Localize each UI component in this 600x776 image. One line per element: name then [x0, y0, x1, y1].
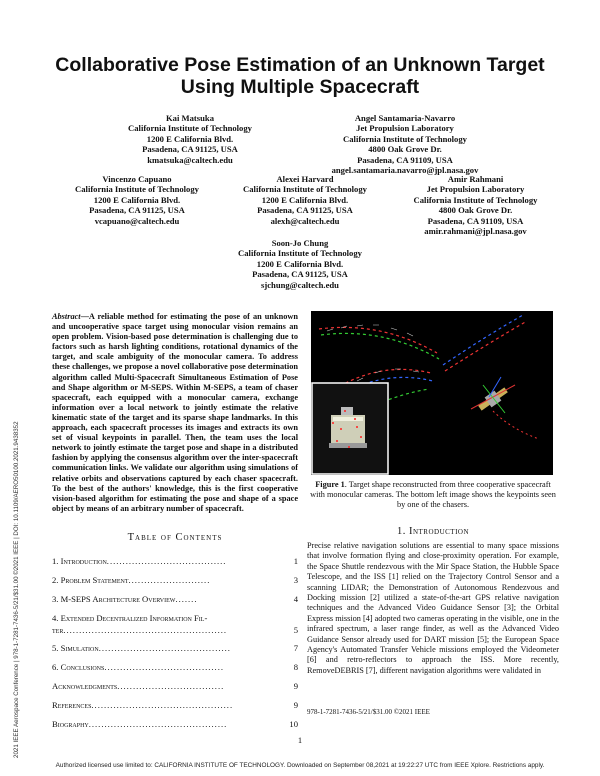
- author-name: Alexei Harvard: [276, 174, 334, 184]
- author-address: Pasadena, CA 91125, USA: [89, 205, 185, 216]
- section-heading-text: 1. Introduction: [396, 526, 470, 537]
- toc-title: [52, 532, 298, 543]
- author-address: Pasadena, CA 91125, USA: [257, 205, 353, 216]
- toc-entry[interactable]: [52, 590, 298, 609]
- toc-entry-label: References.............................................: [52, 700, 234, 710]
- toc-entry-page: 5: [293, 625, 298, 635]
- toc-entry-label: 6. Conclusions......................................: [52, 662, 224, 672]
- author-address: Pasadena, CA 91125, USA: [142, 144, 238, 155]
- table-of-contents: [52, 552, 298, 734]
- author-address: 1200 E California Blvd.: [93, 194, 181, 205]
- author-address: Pasadena, CA 91109, USA: [357, 154, 453, 165]
- toc-entry-page: 7: [293, 643, 298, 653]
- author-name: Soon-Jo Chung: [271, 238, 329, 248]
- toc-entry[interactable]: [52, 677, 298, 696]
- side-doi-strip: [2, 320, 20, 760]
- toc-entry[interactable]: [52, 552, 298, 571]
- toc-entry[interactable]: [52, 696, 298, 715]
- author-affiliation: Jet Propulsion Laboratory: [426, 184, 525, 195]
- toc-entry-label-cont: ter....................................................: [52, 625, 228, 635]
- author-block-harvard: [220, 174, 390, 226]
- toc-entry[interactable]: [52, 715, 298, 734]
- toc-entry-label: 2. Problem Statement..........................: [52, 575, 211, 585]
- abstract-text: —A reliable method for estimating the pose of an unknown and uncooperative space target using monocular vision remains an open problem. Vision-based pose determination is challenging due to factors such as harsh lighting conditions, rotational dynamics of the target, and scale ambiguity of the monocular camera. To address these challenges, we propose a novel collaborative pose determination algorithm called Multi-Spacecraft Simultaneous Estimation of Pose and Shape algorithm or M-SEPS. Within M-SEPS, a team of chaser spacecraft, each equipped with a monocular camera, exchange information over a local network to jointly estimate the relative kinematic state of the target and its sparse shape landmarks. In this approach, each spacecraft processes its images and extracts its own set of visual keypoints in parallel. Then, the team uses the local network to jointly estimate the target pose and shape in a distributed fashion by applying the consensus algorithm over the inter-spacecraft communication links. We validate our algorithm using simulations of relative orbits and observations captured by each chaser spacecraft. To the best of the authors' knowledge, this is the first cooperative vision-based algorithm for estimating the pose and shape of a space object by means of an arbitrary number of spacecraft.: [52, 312, 298, 513]
- toc-entry-page: 8: [293, 662, 298, 672]
- license-footer: Authorized licensed use limited to: CALIFORNIA INSTITUTE OF TECHNOLOGY. Downloaded on September 08,2021 at 19:22:27 UTC from IEEE Xplore. Restrictions apply.: [55, 762, 545, 769]
- paper-title: [0, 54, 600, 98]
- toc-entry-label: Acknowledgments..................................: [52, 681, 225, 691]
- author-name: Angel Santamaria-Navarro: [354, 113, 456, 123]
- author-name: Amir Rahmani: [447, 174, 504, 184]
- author-name: Kai Matsuka: [166, 113, 214, 123]
- toc-entry-page: 9: [293, 681, 298, 691]
- author-address: Pasadena, CA 91109, USA: [427, 215, 524, 226]
- author-address: Pasadena, CA 91125, USA: [252, 269, 348, 280]
- toc-entry-label: Biography............................................: [52, 719, 228, 729]
- author-email: vcapuano@caltech.edu: [94, 215, 180, 226]
- toc-entry[interactable]: [52, 639, 298, 658]
- author-block-matsuka: [100, 113, 280, 165]
- author-email: alexh@caltech.edu: [270, 215, 340, 226]
- toc-entry-label: 1. Introduction......................................: [52, 556, 227, 566]
- figure-1-graphic: [311, 311, 553, 475]
- toc-entry-label: 5. Simulation..........................................: [52, 643, 231, 653]
- author-block-santamaria: [280, 113, 530, 175]
- author-email: amir.rahmani@jpl.nasa.gov: [424, 226, 527, 237]
- figure-label: Figure 1: [315, 480, 345, 489]
- toc-entry-page: 9: [293, 700, 298, 710]
- figure-caption-text: . Target shape reconstructed from three cooperative spacecraft with monocular cameras. The bottom left image shows the keypoints seen by one of the chasers.: [310, 480, 556, 509]
- toc-entry[interactable]: [52, 571, 298, 590]
- toc-entry-label: 3. M-SEPS Architecture Overview.......: [52, 594, 198, 604]
- author-block-capuano: [52, 174, 222, 226]
- toc-entry-page: 10: [289, 719, 298, 729]
- author-affiliation: California Institute of Technology: [128, 123, 252, 134]
- side-doi-text: 2021 IEEE Aerospace Conference | 978-1-7281-7436-5/21/$31.00 ©2021 IEEE | DOI: 10.1109/AERO50100.2021.9438352: [13, 421, 20, 758]
- toc-entry-label: 4. Extended Decentralized Information Fil-: [52, 613, 208, 623]
- author-affiliation: California Institute of Technology: [75, 184, 199, 195]
- toc-entry[interactable]: [52, 658, 298, 677]
- author-address: 4800 Oak Grove Dr.: [368, 144, 442, 155]
- author-affiliation: California Institute of Technology: [343, 133, 467, 144]
- figure-1-image: [311, 311, 553, 475]
- abstract-label: Abstract: [52, 312, 81, 321]
- figure-1-caption: [307, 480, 559, 510]
- title-line-1: Collaborative Pose Estimation of an Unknown Target: [55, 54, 545, 76]
- author-name: Vincenzo Capuano: [102, 174, 172, 184]
- section-heading-introduction: [307, 526, 559, 537]
- author-email: kmatsuka@caltech.edu: [147, 154, 233, 165]
- author-address: 4800 Oak Grove Dr.: [438, 205, 513, 216]
- page-number: 1: [297, 735, 303, 745]
- toc-title-text: Table of Contents: [127, 532, 223, 543]
- toc-entry-page: 4: [293, 594, 298, 604]
- copyright-line: 978-1-7281-7436-5/21/$31.00 ©2021 IEEE: [307, 708, 430, 716]
- abstract: [52, 312, 298, 514]
- author-affiliation: California Institute of Technology: [413, 194, 538, 205]
- author-block-rahmani: [388, 174, 563, 236]
- author-address: 1200 E California Blvd.: [256, 258, 344, 269]
- toc-entry[interactable]: [52, 609, 298, 639]
- toc-entry-page: 3: [293, 575, 298, 585]
- introduction-text: Precise relative navigation solutions are essential to many space missions that involve formation flying and close-proximity operation. For example, the Space Shuttle rendezvous with the Mir Space Station, the Hubble Space Telescope, and the ISS [1] relied on the Trajectory Control Sensor and a scanning LIDAR; the Demonstration of Autonomous Rendezvous and Docking mission [2] utilized a state-of-the-art GPS relative navigation techniques and the Advanced Video Guidance Sensor [3]; the Orbital Express mission [4] adopted two cameras operating in the visible, one in the infrared spectrum, a laser range finder, as well as the Advanced Video Guidance Sensor already used for DART mission [5]; the European Space Agency's Automated Transfer Vehicle missions employed the Videometer [6] and retro-reflectors to approach the ISS. More recently, RemoveDEBRIS [7], different navigation algorithms were validated in: [307, 541, 559, 675]
- author-address: 1200 E California Blvd.: [261, 194, 349, 205]
- toc-entry-page: 1: [293, 556, 298, 566]
- title-line-2: Using Multiple Spacecraft: [180, 76, 420, 98]
- author-affiliation: Jet Propulsion Laboratory: [356, 123, 454, 134]
- author-email: sjchung@caltech.edu: [261, 279, 339, 290]
- author-block-chung: [210, 238, 390, 290]
- author-affiliation: California Institute of Technology: [243, 184, 367, 195]
- author-affiliation: California Institute of Technology: [238, 248, 362, 259]
- author-email: angel.santamaria.navarro@jpl.nasa.gov: [331, 165, 479, 176]
- author-address: 1200 E California Blvd.: [146, 133, 234, 144]
